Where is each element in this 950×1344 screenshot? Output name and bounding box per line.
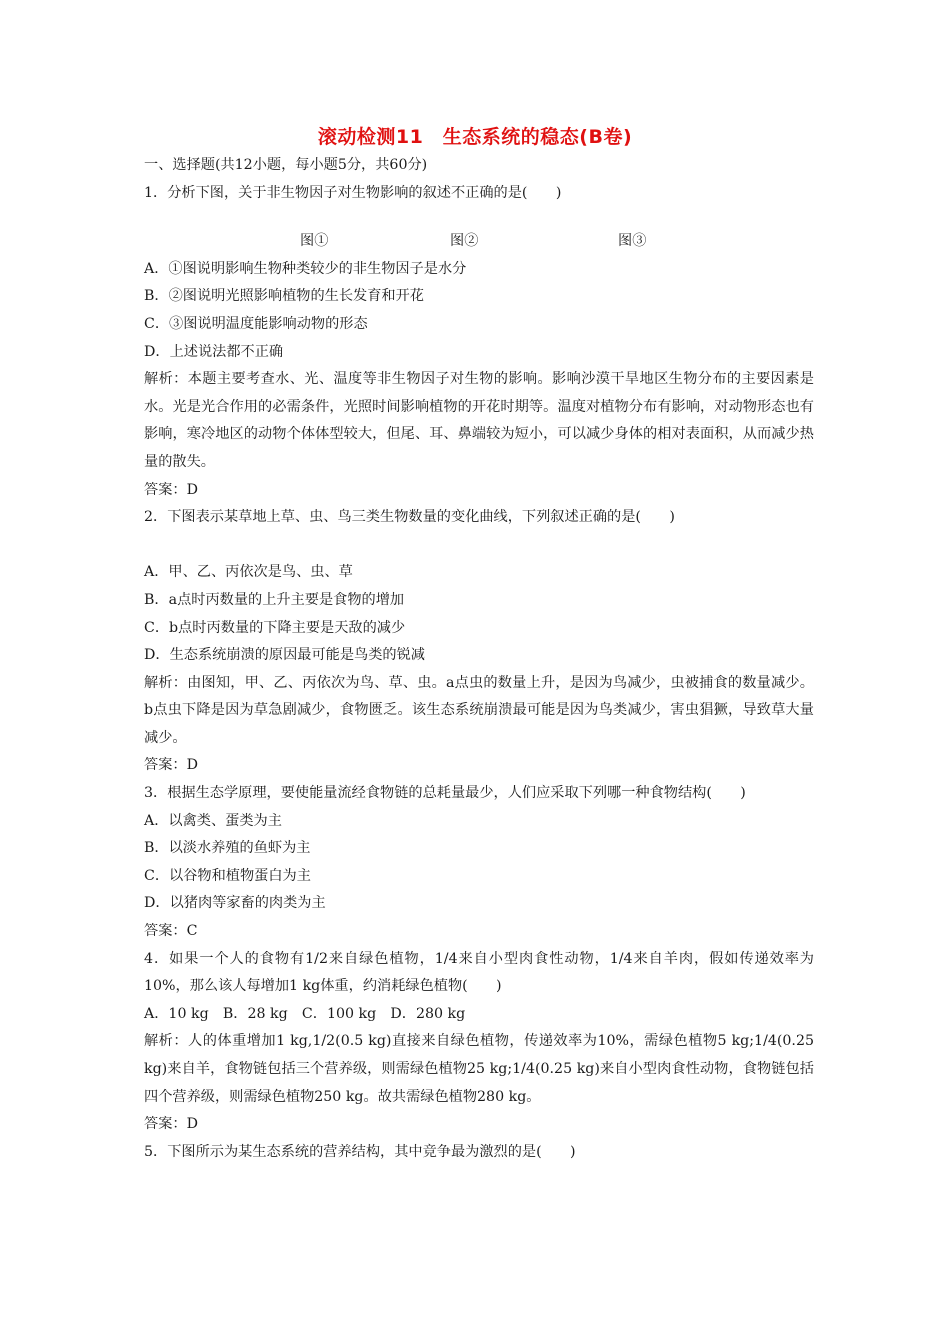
q4-stem: 4．如果一个人的食物有1/2来自绿色植物，1/4来自小型肉食性动物，1/4来自羊肉，假如传递效率为10%，那么该人每增加1 kg体重，约消耗绿色植物( ): [144, 950, 814, 995]
page-title: 滚动检测11 生态系统的稳态(B卷): [317, 126, 633, 148]
q1-option-b: B．②图说明光照影响植物的生长发育和开花: [144, 288, 424, 305]
q1-figure-labels: [144, 228, 814, 256]
q3-option-a: A．以禽类、蛋类为主: [144, 812, 282, 829]
q2-stem: 2．下图表示某草地上草、虫、鸟三类生物数量的变化曲线，下列叙述正确的是( ): [144, 509, 675, 526]
q3-answer: 答案：C: [144, 923, 198, 940]
q4-analysis: 解析：人的体重增加1 kg,1/2(0.5 kg)直接来自绿色植物，传递效率为10%，需绿色植物5 kg;1/4(0.25 kg)来自羊，食物链包括三个营养级，则需绿色植物25 kg;1/4(0.25 kg)来自小型肉食性动物，食物链包括四个营养级，则需绿色植物250 kg。故共需绿色植物280 kg。: [144, 1033, 814, 1105]
q2-figure-space: [144, 532, 814, 560]
q1-analysis: 解析：本题主要考查水、光、温度等非生物因子对生物的影响。影响沙漠干旱地区生物分布的主要因素是水。光是光合作用的必需条件，光照时间影响植物的开花时期等。温度对植物分布有影响，对动物形态也有影响，寒冷地区的动物个体体型较大，但尾、耳、鼻端较为短小，可以减少身体的相对表面积，从而减少热量的散失。: [144, 371, 814, 470]
document-body: [144, 152, 814, 1166]
q3-stem: 3．根据生态学原理，要使能量流经食物链的总耗量最少，人们应采取下列哪一种食物结构( ): [144, 785, 746, 802]
q2-option-c: C．b点时丙数量的下降主要是天敌的减少: [144, 619, 406, 636]
q2-option-b: B．a点时丙数量的上升主要是食物的增加: [144, 591, 405, 608]
q1-option-a: A．①图说明影响生物种类较少的非生物因子是水分: [144, 260, 467, 277]
section-header: 一、选择题(共12小题，每小题5分，共60分): [144, 157, 428, 173]
q2-option-d: D．生态系统崩溃的原因最可能是鸟类的锐减: [144, 647, 425, 664]
q2-answer: 答案：D: [144, 757, 198, 774]
q1-answer: 答案：D: [144, 481, 198, 498]
q3-option-c: C．以谷物和植物蛋白为主: [144, 867, 311, 884]
q3-option-d: D．以猪肉等家畜的肉类为主: [144, 895, 326, 912]
figure-label-1: 图①: [300, 233, 329, 250]
q1-option-c: C．③图说明温度能影响动物的形态: [144, 315, 368, 332]
q1-stem: 1．分析下图，关于非生物因子对生物影响的叙述不正确的是( ): [144, 184, 562, 201]
q1-figure-space: [144, 207, 814, 228]
figure-label-2: 图②: [450, 233, 479, 250]
q1-option-d: D．上述说法都不正确: [144, 343, 284, 360]
q2-option-a: A．甲、乙、丙依次是鸟、虫、草: [144, 564, 353, 581]
q4-options: A．10 kg B．28 kg C．100 kg D．280 kg: [144, 1005, 466, 1022]
figure-label-3: 图③: [618, 233, 647, 250]
q2-analysis: 解析：由图知，甲、乙、丙依次为鸟、草、虫。a点虫的数量上升，是因为鸟减少，虫被捕食的数量减少。b点虫下降是因为草急剧减少，食物匮乏。该生态系统崩溃最可能是因为鸟类减少，害虫猖獗，导致草大量减少。: [144, 674, 814, 746]
q4-answer: 答案：D: [144, 1116, 198, 1133]
q5-stem: 5．下图所示为某生态系统的营养结构，其中竞争最为激烈的是( ): [144, 1143, 576, 1160]
q3-option-b: B．以淡水养殖的鱼虾为主: [144, 840, 311, 857]
